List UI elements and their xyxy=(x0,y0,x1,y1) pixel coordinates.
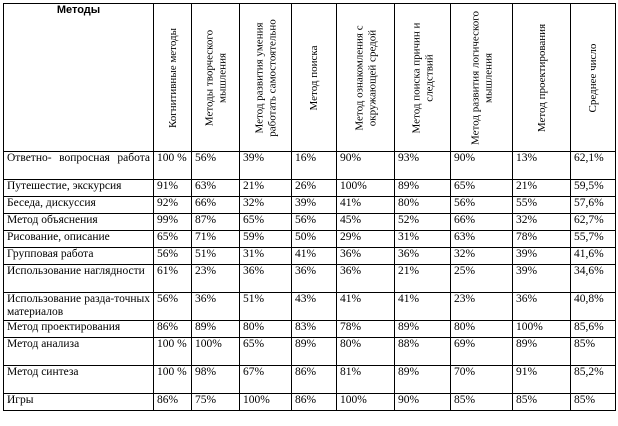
method-name: Игры xyxy=(4,394,154,411)
value-cell: 59% xyxy=(240,231,292,248)
method-name: Использование разда-точных материалов xyxy=(4,293,154,321)
value-cell: 31% xyxy=(240,248,292,265)
value-cell: 86% xyxy=(292,394,337,411)
method-name: Групповая работа xyxy=(4,248,154,265)
value-cell: 90% xyxy=(451,152,513,180)
value-cell: 87% xyxy=(192,214,240,231)
value-cell: 89% xyxy=(395,321,451,338)
col-header: Метод поиска причин и следствий xyxy=(395,4,451,152)
value-cell: 78% xyxy=(337,321,395,338)
value-cell: 100% xyxy=(192,338,240,366)
table-row xyxy=(4,394,616,411)
table-row xyxy=(4,214,616,231)
value-cell: 25% xyxy=(451,265,513,293)
col-header: Метод развития умения работать самостоятельно xyxy=(240,4,292,152)
value-cell: 100 % xyxy=(154,366,192,394)
value-cell: 36% xyxy=(337,265,395,293)
value-cell: 99% xyxy=(154,214,192,231)
value-cell: 83% xyxy=(292,321,337,338)
value-cell: 16% xyxy=(292,152,337,180)
table-row xyxy=(4,197,616,214)
header-row xyxy=(4,4,616,152)
value-cell: 66% xyxy=(192,197,240,214)
value-cell: 29% xyxy=(337,231,395,248)
col-header: Метод ознакомления с окружающей средой xyxy=(337,4,395,152)
value-cell: 89% xyxy=(395,366,451,394)
table-row xyxy=(4,231,616,248)
table-row xyxy=(4,338,616,366)
value-cell: 41,6% xyxy=(571,248,616,265)
col-header: Метод проектирования xyxy=(513,4,571,152)
value-cell: 59,5% xyxy=(571,180,616,197)
value-cell: 36% xyxy=(395,248,451,265)
value-cell: 86% xyxy=(292,366,337,394)
value-cell: 36% xyxy=(513,293,571,321)
value-cell: 88% xyxy=(395,338,451,366)
value-cell: 56% xyxy=(192,152,240,180)
value-cell: 100 % xyxy=(154,338,192,366)
value-cell: 78% xyxy=(513,231,571,248)
value-cell: 91% xyxy=(154,180,192,197)
table-row xyxy=(4,152,616,180)
col-header: Среднее число xyxy=(571,4,616,152)
methods-table xyxy=(3,3,616,411)
value-cell: 85,2% xyxy=(571,366,616,394)
value-cell: 61% xyxy=(154,265,192,293)
value-cell: 56% xyxy=(451,197,513,214)
table-row xyxy=(4,248,616,265)
value-cell: 52% xyxy=(395,214,451,231)
value-cell: 65% xyxy=(240,338,292,366)
value-cell: 85% xyxy=(513,394,571,411)
value-cell: 41% xyxy=(337,293,395,321)
value-cell: 89% xyxy=(192,321,240,338)
table-row xyxy=(4,265,616,293)
method-name: Метод синтеза xyxy=(4,366,154,394)
value-cell: 91% xyxy=(513,366,571,394)
value-cell: 23% xyxy=(451,293,513,321)
value-cell: 51% xyxy=(192,248,240,265)
col-header: Метод поиска xyxy=(292,4,337,152)
value-cell: 67% xyxy=(240,366,292,394)
value-cell: 40,8% xyxy=(571,293,616,321)
method-name: Метод анализа xyxy=(4,338,154,366)
value-cell: 39% xyxy=(292,197,337,214)
value-cell: 21% xyxy=(513,180,571,197)
value-cell: 26% xyxy=(292,180,337,197)
value-cell: 51% xyxy=(240,293,292,321)
value-cell: 21% xyxy=(395,265,451,293)
value-cell: 41% xyxy=(395,293,451,321)
value-cell: 70% xyxy=(451,366,513,394)
method-name: Использование наглядности xyxy=(4,265,154,293)
value-cell: 57,6% xyxy=(571,197,616,214)
value-cell: 63% xyxy=(451,231,513,248)
col-header: Метод развития логического мышления xyxy=(451,4,513,152)
table-row xyxy=(4,321,616,338)
value-cell: 80% xyxy=(240,321,292,338)
value-cell: 32% xyxy=(451,248,513,265)
table-row xyxy=(4,293,616,321)
value-cell: 39% xyxy=(513,248,571,265)
value-cell: 90% xyxy=(395,394,451,411)
value-cell: 85% xyxy=(451,394,513,411)
value-cell: 100% xyxy=(240,394,292,411)
col-header: Методы творческого мышления xyxy=(192,4,240,152)
value-cell: 56% xyxy=(292,214,337,231)
value-cell: 23% xyxy=(192,265,240,293)
value-cell: 69% xyxy=(451,338,513,366)
value-cell: 81% xyxy=(337,366,395,394)
value-cell: 100% xyxy=(513,321,571,338)
value-cell: 65% xyxy=(154,231,192,248)
method-name: Метод проектирования xyxy=(4,321,154,338)
value-cell: 32% xyxy=(240,197,292,214)
value-cell: 89% xyxy=(292,338,337,366)
value-cell: 100 % xyxy=(154,152,192,180)
value-cell: 39% xyxy=(240,152,292,180)
value-cell: 100% xyxy=(337,394,395,411)
value-cell: 80% xyxy=(395,197,451,214)
value-cell: 85% xyxy=(571,338,616,366)
value-cell: 98% xyxy=(192,366,240,394)
value-cell: 92% xyxy=(154,197,192,214)
value-cell: 43% xyxy=(292,293,337,321)
table-row xyxy=(4,180,616,197)
value-cell: 85,6% xyxy=(571,321,616,338)
value-cell: 65% xyxy=(451,180,513,197)
value-cell: 93% xyxy=(395,152,451,180)
method-name: Рисование, описание xyxy=(4,231,154,248)
value-cell: 100% xyxy=(337,180,395,197)
value-cell: 75% xyxy=(192,394,240,411)
table-row xyxy=(4,366,616,394)
method-name: Ответно- вопросная работа xyxy=(4,152,154,180)
value-cell: 65% xyxy=(240,214,292,231)
method-name: Метод объяснения xyxy=(4,214,154,231)
method-name: Путешестие, экскурсия xyxy=(4,180,154,197)
value-cell: 86% xyxy=(154,394,192,411)
value-cell: 13% xyxy=(513,152,571,180)
value-cell: 36% xyxy=(192,293,240,321)
method-name: Беседа, дискуссия xyxy=(4,197,154,214)
value-cell: 86% xyxy=(154,321,192,338)
value-cell: 62,1% xyxy=(571,152,616,180)
value-cell: 80% xyxy=(451,321,513,338)
value-cell: 66% xyxy=(451,214,513,231)
value-cell: 89% xyxy=(513,338,571,366)
value-cell: 36% xyxy=(337,248,395,265)
value-cell: 41% xyxy=(337,197,395,214)
value-cell: 36% xyxy=(292,265,337,293)
value-cell: 80% xyxy=(337,338,395,366)
value-cell: 55,7% xyxy=(571,231,616,248)
value-cell: 89% xyxy=(395,180,451,197)
value-cell: 56% xyxy=(154,293,192,321)
value-cell: 32% xyxy=(513,214,571,231)
value-cell: 62,7% xyxy=(571,214,616,231)
value-cell: 85% xyxy=(571,394,616,411)
value-cell: 50% xyxy=(292,231,337,248)
value-cell: 45% xyxy=(337,214,395,231)
value-cell: 21% xyxy=(240,180,292,197)
value-cell: 31% xyxy=(395,231,451,248)
value-cell: 90% xyxy=(337,152,395,180)
value-cell: 34,6% xyxy=(571,265,616,293)
value-cell: 63% xyxy=(192,180,240,197)
value-cell: 41% xyxy=(292,248,337,265)
col-header: Когнитивные методы xyxy=(154,4,192,152)
value-cell: 55% xyxy=(513,197,571,214)
value-cell: 71% xyxy=(192,231,240,248)
value-cell: 56% xyxy=(154,248,192,265)
corner-header: Методы xyxy=(4,4,154,152)
value-cell: 39% xyxy=(513,265,571,293)
value-cell: 36% xyxy=(240,265,292,293)
